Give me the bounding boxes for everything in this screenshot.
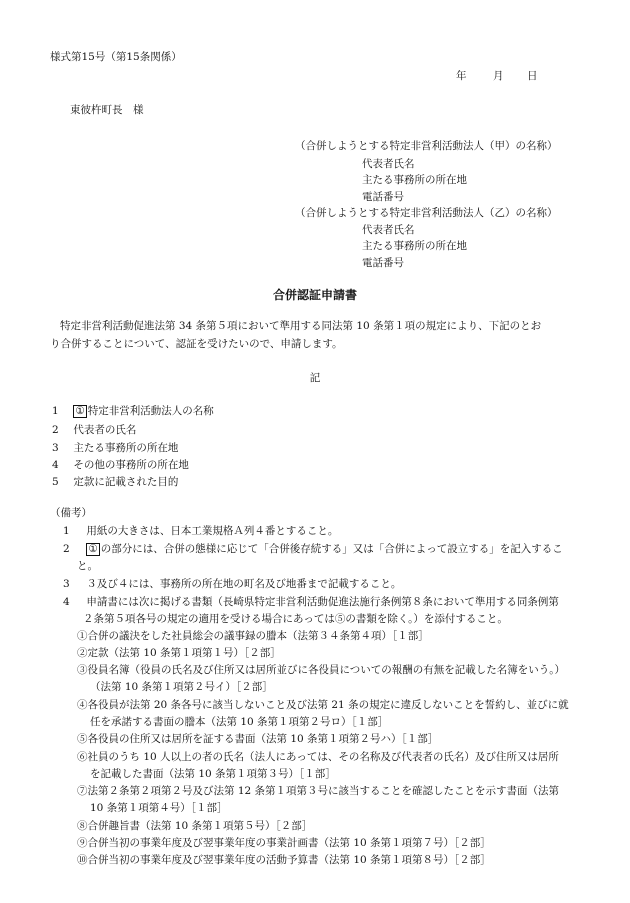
attachment-doc: ④各役員が法第 20 条各号に該当しないこと及び法第 21 条の規定に違反しないことを誓約し、並びに就 (77, 699, 569, 711)
list-item (52, 476, 178, 489)
attachment-doc: ③役員名簿（役員の氏名及び住所又は居所並びに各役員についての報酬の有無を記載した名簿をいう。） (77, 664, 566, 676)
note-2-continued: と。 (77, 560, 98, 572)
ki-heading: 記 (309, 372, 321, 384)
corp-b-office-address: 主たる事務所の所在地 (362, 240, 467, 252)
corp-b-heading: （合併しようとする特定非営利活動法人（乙）の名称） (295, 207, 558, 219)
item-number: 5 (52, 476, 59, 488)
addressee: 東彼杵町長 様 (70, 104, 144, 116)
date-year: 年 (456, 70, 467, 82)
attachment-doc: ⑧合併趣旨書（法第 10 条第１項第５号）［２部］ (77, 820, 313, 832)
attachment-doc: ⑦法第２条第２項第２号及び法第 12 条第１項第３号に該当することを確認したことを示す書面（法第 (77, 785, 560, 797)
item-text: 特定非営利活動法人の名称 (87, 405, 214, 417)
attachment-doc-continued: 10 条第１項第４号）［１部］ (90, 802, 228, 814)
attachment-doc-continued: を記載した書面（法第 10 条第１項第３号）［１部］ (90, 768, 336, 780)
corp-b-rep-name: 代表者氏名 (362, 224, 415, 236)
corp-a-phone: 電話番号 (362, 191, 404, 203)
item-text: 定款に記載された目的 (73, 476, 179, 488)
list-item (52, 442, 178, 455)
note-3 (63, 578, 613, 591)
attachment-doc-continued: 任を承諾する書面の謄本（法第 10 条第１項第２号ロ）［１部］ (90, 716, 389, 728)
attachment-doc: ⑥社員のうち 10 人以上の者の氏名（法人にあっては、その名称及び代表者の氏名）及び住所又は居所 (77, 751, 559, 763)
note-text: の部分には、合併の態様に応じて「合併後存続する」又は「合併によって設立する」を記入するこ (100, 543, 563, 555)
corp-a-heading: （合併しようとする特定非営利活動法人（甲）の名称） (295, 140, 558, 152)
attachment-doc: ②定款（法第 10 条第１項第１号）［２部］ (77, 647, 281, 659)
note-4 (63, 596, 613, 609)
body-line-2: り合併することについて、認証を受けたいので、申請します。 (50, 338, 343, 350)
item-text: その他の事務所の所在地 (73, 459, 189, 471)
note-number: 1 (63, 525, 70, 537)
corp-a-office-address: 主たる事務所の所在地 (362, 174, 467, 186)
note-text: ３及び４には、事務所の所在地の町名及び地番まで記載すること。 (86, 578, 402, 590)
note-1 (63, 525, 613, 538)
item-number: 1 (52, 405, 59, 417)
notes-heading: （備考） (50, 507, 92, 519)
attachment-doc: ⑤各役員の住所又は居所を証する書面（法第 10 条第１項第２号ハ）［１部］ (77, 733, 439, 745)
attachment-doc: ①合併の議決をした社員総会の議事録の謄本（法第３４条第４項）［１部］ (77, 630, 429, 642)
item-number: 3 (52, 442, 59, 454)
note-4-continued: ２条第５項各号の規定の適用を受ける場合にあっては⑤の書類を除く。）を添付すること。 (83, 613, 508, 625)
item-number: 2 (52, 424, 59, 436)
note-text: 申請書には次に掲げる書類（長崎県特定非営利活動促進法施行条例第８条において準用する同条例第 (86, 596, 559, 608)
circled-one-marker: ① (88, 543, 98, 555)
date-month: 月 (493, 70, 504, 82)
corp-a-rep-name: 代表者氏名 (362, 158, 415, 170)
item-text: 代表者の氏名 (73, 424, 137, 436)
note-number: 3 (63, 578, 70, 590)
circled-one-marker: ① (75, 405, 85, 417)
list-item (52, 424, 136, 437)
document-title: 合併認証申請書 (272, 288, 357, 302)
date-day: 日 (527, 70, 538, 82)
list-item (52, 459, 189, 472)
item-number: 4 (52, 459, 59, 471)
attachment-doc: ⑩合併当初の事業年度及び翌事業年度の活動予算書（法第 10 条第１項第８号）［２部］ (77, 854, 491, 866)
note-number: 4 (63, 596, 70, 608)
form-number: 様式第15号（第15条関係） (50, 51, 182, 63)
item-text: 主たる事務所の所在地 (73, 442, 179, 454)
attachment-doc: ⑨合併当初の事業年度及び翌事業年度の事業計画書（法第 10 条第１項第７号）［２部］ (77, 837, 491, 849)
corp-b-phone: 電話番号 (362, 257, 404, 269)
body-line-1: 特定非営利活動促進法第 34 条第５項において準用する同法第 10 条第１項の規定により、下記のとお (60, 320, 542, 332)
list-item (52, 405, 214, 418)
note-2 (63, 543, 613, 556)
attachment-doc-continued: （法第 10 条第１項第２号イ）［２部］ (90, 681, 273, 693)
note-number: 2 (63, 543, 70, 555)
note-text: 用紙の大きさは、日本工業規格Ａ列４番とすること。 (86, 525, 339, 537)
